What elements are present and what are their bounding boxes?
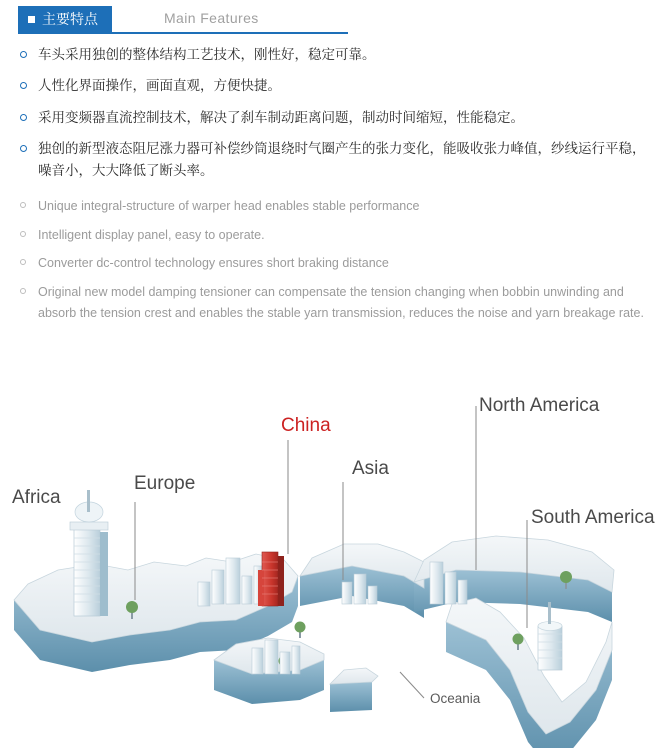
list-item: [18, 107, 652, 129]
page-subtitle: Main Features: [164, 10, 259, 26]
feature-list-en: [18, 196, 652, 332]
bullet-icon: [20, 145, 27, 152]
bullet-icon: [20, 259, 26, 265]
page-title: 主要特点: [42, 11, 98, 27]
building-africa-tower: [70, 490, 108, 616]
list-item-text: 车头采用独创的整体结构工艺技术，刚性好，稳定可靠。: [38, 47, 376, 62]
list-item: [18, 253, 652, 275]
square-bullet-icon: [28, 16, 35, 23]
map-label-south-america: South America: [531, 507, 655, 528]
list-item-text: Unique integral-structure of warper head enables stable performance: [38, 199, 420, 213]
list-item: [18, 225, 652, 247]
map-label-china: China: [281, 415, 331, 436]
list-item-text: Intelligent display panel, easy to operate.: [38, 227, 265, 242]
bullet-icon: [20, 202, 26, 208]
map-label-europe: Europe: [134, 473, 196, 494]
list-item: [18, 138, 652, 183]
list-item: [18, 282, 652, 325]
map-label-africa: Africa: [12, 487, 61, 508]
map-label-asia: Asia: [352, 458, 389, 479]
feature-list-cn: [18, 44, 652, 191]
bullet-icon: [20, 288, 26, 294]
map-label-oceania: Oceania: [430, 691, 481, 706]
header-rule: [18, 32, 348, 34]
list-item-text: 采用变频器直流控制技术，解决了刹车制动距离问题，制动时间缩短，性能稳定。: [38, 109, 524, 125]
building-china-highlight: [258, 552, 284, 606]
bullet-icon: [20, 82, 27, 89]
building-south-america-tower: [538, 602, 562, 670]
bullet-icon: [20, 51, 27, 58]
bullet-icon: [20, 231, 26, 237]
section-title-tab: [18, 6, 112, 32]
world-map-graphic: [0, 330, 666, 748]
bullet-icon: [20, 114, 27, 121]
world-map-illustration: [0, 330, 666, 748]
list-item: [18, 44, 652, 66]
map-label-north-america: North America: [479, 395, 600, 416]
list-item-text: Converter dc-control technology ensures short braking distance: [38, 256, 389, 270]
section-header: [18, 6, 348, 36]
list-item-text: 独创的新型液态阻尼涨力器可补偿纱筒退绕时气圈产生的张力变化，能吸收张力峰值，纱线运行平稳，噪音小，大大降低了断头率。: [38, 140, 646, 179]
list-item-text: 人性化界面操作，画面直观，方便快捷。: [38, 78, 281, 94]
list-item: [18, 75, 652, 97]
list-item-text: Original new model damping tensioner can compensate the tension changing when bobbin unwinding and absorb the tension crest and enables the stable yarn transmission, reduces the noise and yarn breakage rate.: [38, 284, 644, 320]
list-item: [18, 196, 652, 218]
